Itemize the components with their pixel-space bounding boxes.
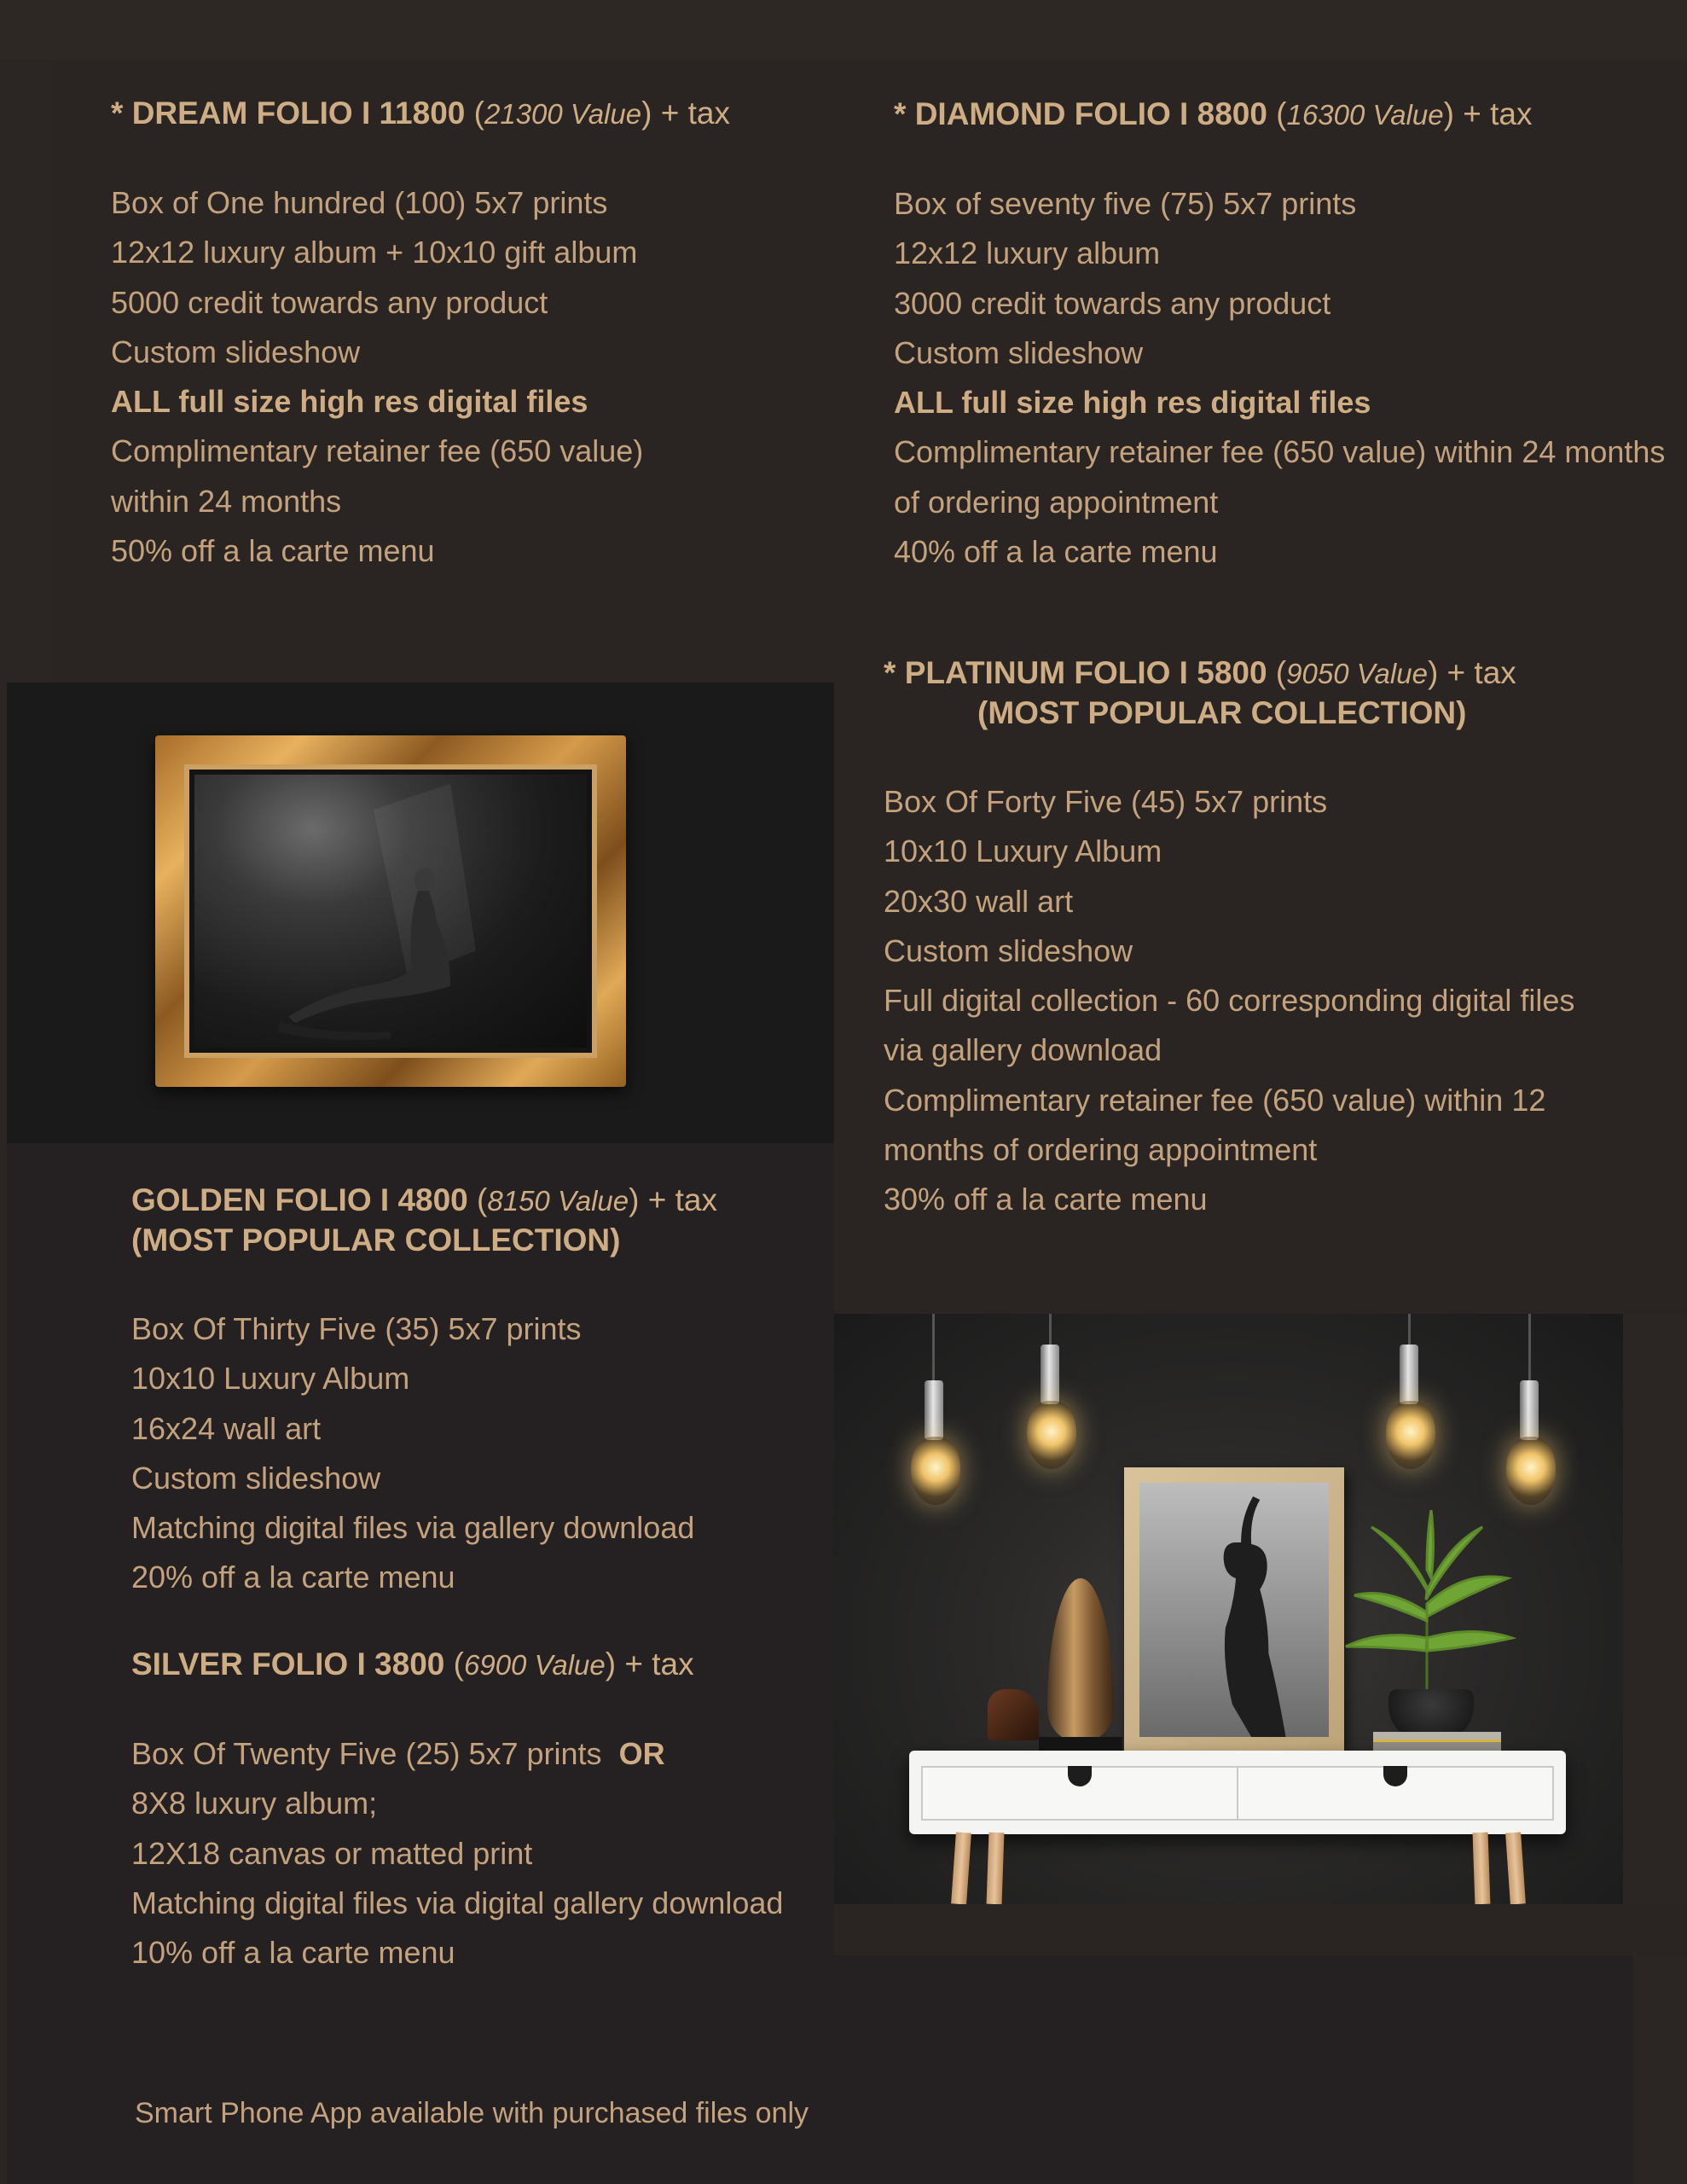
package-title: * PLATINUM FOLIO I 5800 (9050 Value) + tax <box>884 655 1516 690</box>
list-item: Full digital collection - 60 corresponding digital files <box>884 983 1575 1019</box>
package-golden <box>131 1181 717 1603</box>
list-item: 3000 credit towards any product <box>894 285 1331 321</box>
list-item: 20% off a la carte menu <box>131 1560 455 1595</box>
list-item: 5000 credit towards any product <box>111 284 548 320</box>
table-with-framed-photo-and-bulbs-icon <box>834 1314 1623 1904</box>
light-bulb-icon <box>1506 1380 1552 1505</box>
list-item: Box Of Twenty Five (25) 5x7 prints OR <box>131 1736 665 1771</box>
list-item: Custom slideshow <box>131 1460 381 1496</box>
standing-woman-silhouette-icon <box>1139 1483 1329 1737</box>
package-items <box>894 179 1665 577</box>
list-item: 12x12 luxury album + 10x10 gift album <box>111 235 638 270</box>
package-title: * DIAMOND FOLIO I 8800 (16300 Value) + tax <box>894 96 1533 131</box>
list-item: 10x10 Luxury Album <box>884 834 1162 869</box>
list-item: within 24 months <box>111 483 342 519</box>
list-item: Box Of Thirty Five (35) 5x7 prints <box>131 1311 582 1346</box>
list-item: 8X8 luxury album; <box>131 1786 378 1821</box>
gold-framed-photo-icon <box>155 735 626 1087</box>
list-item: 10% off a la carte menu <box>131 1935 455 1971</box>
list-item: ALL full size high res digital files <box>894 385 1371 421</box>
light-bulb-icon <box>1386 1345 1432 1469</box>
list-item: Matching digital files via gallery download <box>131 1510 695 1546</box>
framed-portrait-icon <box>1124 1467 1344 1752</box>
list-item: Custom slideshow <box>111 334 361 369</box>
list-item: 10x10 Luxury Album <box>131 1361 410 1397</box>
white-table-icon <box>909 1751 1566 1834</box>
or-label: OR <box>618 1736 665 1771</box>
package-items <box>131 1304 717 1603</box>
package-subtitle: (MOST POPULAR COLLECTION) <box>131 1223 621 1258</box>
list-item: Complimentary retainer fee (650 value) <box>111 433 644 469</box>
right-bottom-strip <box>834 1904 1687 1955</box>
plant-icon <box>1337 1510 1516 1698</box>
seated-woman-silhouette-icon <box>194 775 587 1048</box>
bottom-right-panel <box>834 1955 1633 2184</box>
package-title: * DREAM FOLIO I 11800 (21300 Value) + tax <box>111 96 730 131</box>
list-item: 12x12 luxury album <box>894 235 1161 271</box>
list-item: of ordering appointment <box>894 484 1219 520</box>
list-item: 40% off a la carte menu <box>894 534 1218 570</box>
list-item: Box Of Forty Five (45) 5x7 prints <box>884 784 1328 819</box>
light-bulb-icon <box>1027 1345 1073 1469</box>
list-item: Matching digital files via digital gallery download <box>131 1885 784 1920</box>
list-item: Custom slideshow <box>884 932 1133 968</box>
small-sculpture-icon <box>988 1689 1039 1740</box>
light-bulb-icon <box>911 1380 957 1505</box>
list-item: Box of seventy five (75) 5x7 prints <box>894 186 1357 221</box>
list-item: Complimentary retainer fee (650 value) within 24 months <box>894 434 1666 470</box>
package-title: GOLDEN FOLIO I 4800 (8150 Value) + tax <box>131 1182 717 1217</box>
package-items <box>111 178 730 576</box>
list-item: via gallery download <box>884 1032 1162 1068</box>
list-item: 12X18 canvas or matted print <box>131 1835 533 1871</box>
list-item: Box of One hundred (100) 5x7 prints <box>111 185 608 220</box>
list-item: Complimentary retainer fee (650 value) within 12 <box>884 1082 1546 1118</box>
list-item: ALL full size high res digital files <box>111 384 588 420</box>
package-dream <box>111 94 730 576</box>
package-platinum <box>884 653 1574 1225</box>
package-title: SILVER FOLIO I 3800 (6900 Value) + tax <box>131 1647 694 1682</box>
list-item: months of ordering appointment <box>884 1132 1318 1168</box>
list-item: Custom slideshow <box>894 334 1144 370</box>
package-items <box>884 777 1574 1225</box>
package-diamond <box>894 95 1665 577</box>
package-subtitle: (MOST POPULAR COLLECTION) <box>977 695 1467 730</box>
package-silver <box>131 1645 783 1978</box>
list-item: 50% off a la carte menu <box>111 533 435 569</box>
list-item: 20x30 wall art <box>884 883 1074 919</box>
top-band <box>0 0 1687 60</box>
footnote: Smart Phone App available with purchased files only <box>135 2097 809 2129</box>
package-items <box>131 1729 783 1978</box>
list-item: 16x24 wall art <box>131 1410 322 1446</box>
list-item: 30% off a la carte menu <box>884 1182 1208 1217</box>
books-icon <box>1373 1732 1501 1751</box>
